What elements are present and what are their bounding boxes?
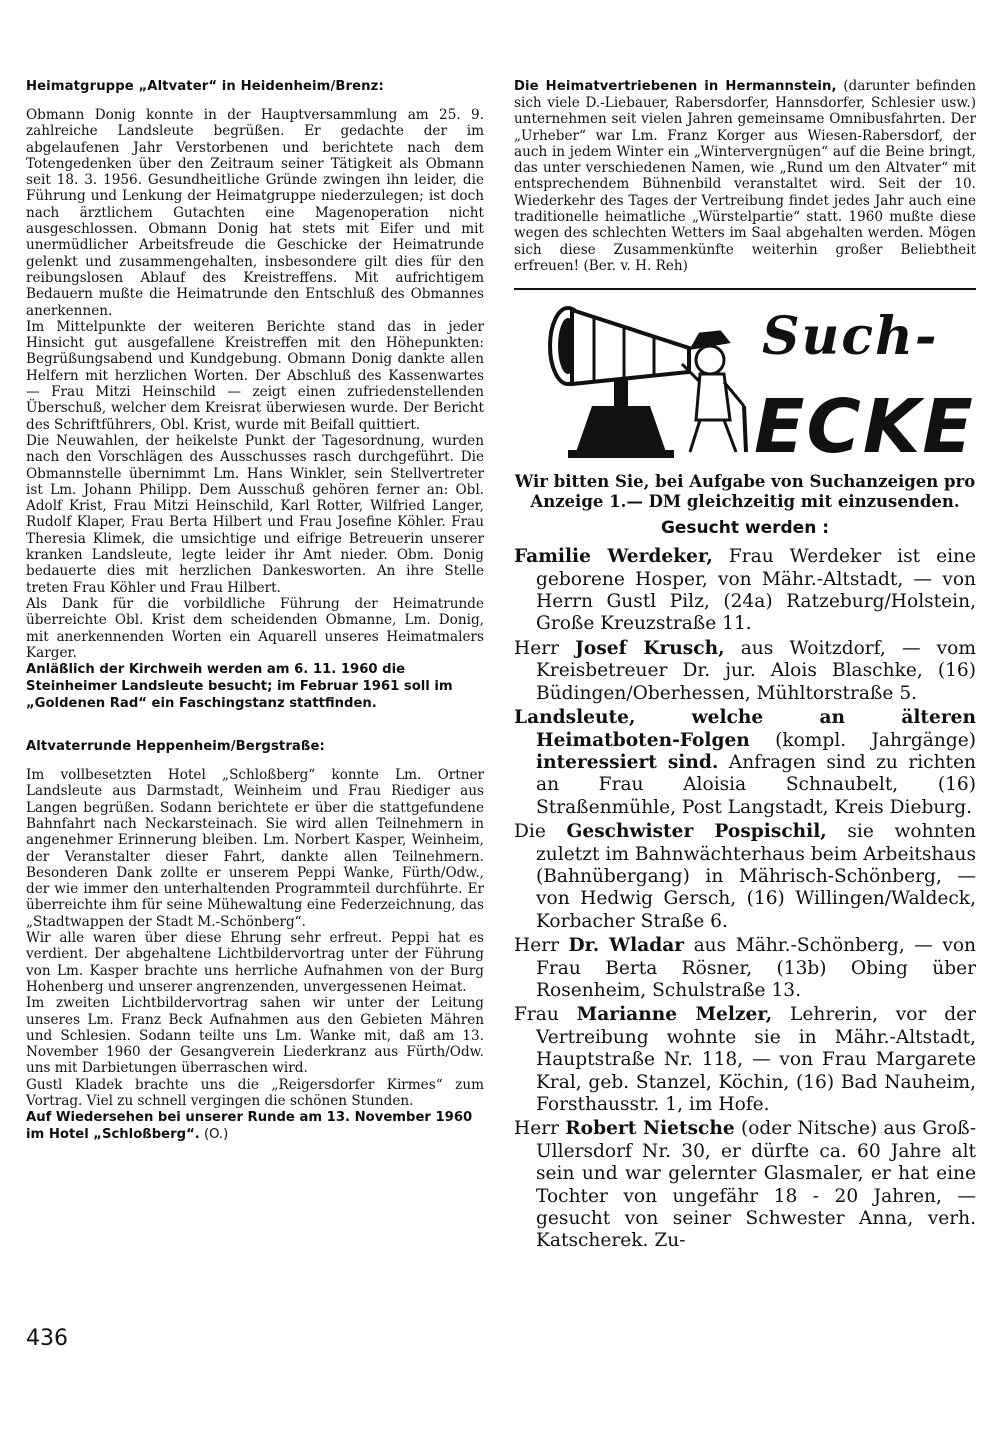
- entry-name: Landsleute, welche an älteren Heimatboten-Folgen: [514, 707, 976, 751]
- divider: [514, 288, 976, 290]
- telescope-icon: [550, 308, 689, 458]
- entry-name: interessiert sind.: [536, 751, 719, 773]
- entry-name: Josef Krusch,: [575, 637, 725, 659]
- paragraph: Im vollbesetzten Hotel „Schloßberg“ konnte Lm. Ortner Landsleute aus Darmstadt, Weinheim und Frau Riediger aus Langen begrüßen. Sodann berichtete er über die stattgefundene Bahnfahrt nach Neckarsteinach. Sie wird allen Teilnehmern in angenehmer Erinnerung bleiben. Lm. Norbert Kasper, Weinheim, der Veranstalter dieser Fahrt, dankte allen Teilnehmern. Besonderen Dank zollte er unserem Peppi Wanke, Fürth/Odw., der wie immer den unterhaltenden Programmteil durchführte. Er überreichte ihm für seine Mühewaltung eine Federzeichnung, das „Stadtwappen der Stadt M.-Schönberg“.: [26, 767, 484, 930]
- banner-word-such: Such-: [762, 306, 939, 368]
- section-heading-hermannstein: Die Heimatvertriebenen in Hermannstein,: [514, 79, 837, 94]
- paragraph: Im zweiten Lichtbildervortrag sahen wir unter der Leitung unseres Lm. Franz Beck Aufnahmen aus den Gebieten Mähren und Schlesien. Sodann teilte uns Lm. Wanke mit, daß am 13. November 1960 der Gesangverein Liederkranz aus Fürth/Odw. uns mit Darbietungen überraschen wird.: [26, 995, 484, 1077]
- entry-text: (kompl. Jahrgänge): [749, 729, 976, 751]
- section-hermannstein: [514, 78, 976, 274]
- announcement-text: Auf Wiedersehen bei unserer Runde am 13. November 1960 im Hotel „Schloßberg“.: [26, 1110, 473, 1143]
- entry-name: Robert Nietsche: [565, 1118, 735, 1140]
- left-column: [26, 78, 484, 1143]
- paragraph: Die Neuwahlen, der heikelste Punkt der Tagesordnung, wurden nach den Vorschlägen des Ausschusses rasch durchgeführt. Die Obmannstelle übernimmt Lm. Hans Winkler, sein Stellvertreter ist Lm. Johann Philipp. Dem Ausschuß gehören ferner an: Obl. Adolf Krist, Frau Mitzi Heinschild, Karl Rotter, Wilfried Langer, Rudolf Klaper, Frau Berta Hilbert und Frau Josefine Köhler. Frau Theresia Klimek, die umsichtige und eifrige Betreuerin unserer kranken Landsleute, legte leider ihr Amt nieder. Obm. Donig bedauerte dies mit herzlichen Dankesworten. An ihre Stelle treten Frau Köhler und Frau Hilbert.: [26, 432, 484, 596]
- section-text: (darunter befinden sich viele D.-Liebauer, Rabersdorfer, Hannsdorfer, Schlesier usw.) unternehmen seit vielen Jahren gemeinsame Omnibusfahrten. Der „Urheber“ war Lm. Franz Korger aus Wiesen-Rabersdorf, der auch in jedem Winter ein „Wintervergnügen“ auf die Beine bringt, das unter verschiedenen Namen, wie „Rund um den Altvater“ mit entsprechendem Bühnenbild veranstaltet wird. Seit der 10. Wiederkehr des Tages der Vertreibung findet jedes Jahr auch eine traditionelle heimatliche „Würstelpartie“ statt. 1960 mußte diese wegen des schlechten Wetters im Saal abgehalten werden. Mögen sich diese Zusammenkünfte weiterhin großer Beliebtheit erfreuen! (Ber. v. H. Reh): [514, 78, 976, 274]
- author-initial: (O.): [199, 1127, 229, 1143]
- telescope-illustration: [514, 302, 976, 462]
- entry-name: Familie Werdeker,: [514, 546, 713, 568]
- announcement: [26, 1109, 484, 1143]
- entry-text: Herr: [514, 935, 569, 957]
- wanted-heading: Gesucht werden :: [660, 518, 830, 539]
- entry-name: Geschwister Pospischil,: [566, 821, 827, 843]
- entry-name: Marianne Melzer,: [576, 1004, 773, 1026]
- entry-text: Frau: [514, 1004, 577, 1026]
- entry-text: Die: [514, 821, 567, 843]
- entry-text: Frau Werdeker ist eine geborene Hosper, von Mähr.-Altstadt, — von Herrn Gustl Pilz, (24a) Ratzeburg/Holstein, Große Kreuzstraße 11.: [536, 546, 977, 635]
- search-entry: [514, 707, 976, 819]
- search-entry: [514, 638, 976, 705]
- search-entry: [514, 546, 976, 636]
- entry-text: Anfragen sind zu richten an Frau Aloisia Schnaubelt, (16) Straßenmühle, Post Langstadt, Kreis Dieburg.: [536, 751, 976, 818]
- paragraph: Wir alle waren über diese Ehrung sehr erfreut. Peppi hat es verdient. Der abgehaltene Lichtbildervortrag unter der Führung von Lm. Kasper brachte uns herrliche Aufnahmen von der Burg Hohenberg und unserer angrenzenden, unvergessenen Heimat.: [26, 930, 484, 995]
- search-entry: [514, 821, 976, 933]
- paragraph: Im Mittelpunkte der weiteren Berichte stand das in jeder Hinsicht gut ausgefallene Kreistreffen mit den Höhepunkten: Begrüßungsabend und Kundgebung. Obmann Donig dankte allen Helfern mit herzlichen Worten. Der Abschluß des Kassenwartes — Frau Mitzi Heinschild — zeigt einen zufriedenstellenden Überschuß, welcher dem Kreisrat überwiesen wurde. Der Bericht des Schriftführers, Obl. Krist, wurde mit Beifall quittiert.: [26, 318, 484, 433]
- search-entry: [514, 1004, 976, 1116]
- paragraph: Gustl Kladek brachte uns die „Reigersdorfer Kirmes“ zum Vortrag. Viel zu schnell vergingen die schönen Stunden.: [26, 1076, 484, 1110]
- right-column: [514, 78, 976, 1255]
- search-entries-list: [514, 546, 976, 1253]
- section-heading-heppenheim: Altvaterrunde Heppenheim/Bergstraße:: [26, 739, 325, 755]
- entry-name: Dr. Wladar: [568, 935, 685, 957]
- entry-text: Lehrerin, vor der Vertreibung wohnte sie in Mähr.-Altstadt, Hauptstraße Nr. 118, — von Frau Margarete Kral, geb. Stanzel, Köchin, (16) Bad Nauheim, Forsthausstr. 1, im Hofe.: [536, 1004, 976, 1116]
- search-entry: [514, 1118, 976, 1252]
- entry-text: Herr: [514, 1118, 566, 1140]
- man-figure-icon: [682, 332, 746, 452]
- search-entry: [514, 935, 976, 1002]
- notice-text: Wir bitten Sie, bei Aufgabe von Suchanzeigen pro Anzeige 1.— DM gleichzeitig mit einzusenden.: [514, 472, 976, 512]
- entry-text: aus Mähr.-Schönberg, — von Frau Berta Rösner, (13b) Obing über Rosenheim, Schulstraße 13.: [536, 935, 977, 1001]
- page-number: 436: [26, 1326, 68, 1351]
- announcement: Anläßlich der Kirchweih werden am 6. 11. 1960 die Steinheimer Landsleute besucht; im Februar 1961 soll im „Goldenen Rad“ ein Faschingstanz stattfinden.: [26, 662, 453, 712]
- entry-text: aus Woitzdorf, — vom Kreisbetreuer Dr. jur. Alois Blaschke, (16) Büdingen/Oberhessen, Mühltorstraße 5.: [536, 637, 976, 704]
- entry-text: (oder Nitsche) aus Groß-Ullersdorf Nr. 30, er dürfte ca. 60 Jahre alt sein und war gelernter Glasmaler, er hat eine Tochter von ungefähr 18 - 20 Jahren, — gesucht von seiner Schwester Anna, verh. Katscherek. Zu-: [536, 1118, 976, 1252]
- section-heading-heidenheim: Heimatgruppe „Altvater“ in Heidenheim/Brenz:: [26, 79, 384, 94]
- entry-text: sie wohnten zuletzt im Bahnwächterhaus beim Arbeitshaus (Bahnübergang) in Mährisch-Schönberg, — von Hedwig Gersch, (16) Willingen/Waldeck, Korbacher Straße 6.: [536, 821, 976, 932]
- paragraph: Obmann Donig konnte in der Hauptversammlung am 25. 9. zahlreiche Landsleute begrüßen. Er gedachte der im abgelaufenen Jahr Verstorbenen und berichtete nach dem Totengedenken über den Zeitraum seiner Tätigkeit als Obmann seit 18. 3. 1956. Gesundheitliche Gründe zwingen ihn leider, die Führung und Lenkung der Heimatgruppe niederzulegen; ist doch nach ärztlichem Gutachten eine Magenoperation nicht ausgeschlossen. Obmann Donig hat stets mit Eifer und mit unermüdlicher Arbeitsfreude die Geschicke der Heimatrunde gelenkt und zusammengehalten, insbesondere gilt dies für den reibungslosen Ablauf des Kreistreffens. Mit aufrichtigem Bedauern mußte die Heimatrunde den Entschluß des Obmannes anerkennen.: [26, 107, 484, 319]
- such-ecke-banner: [514, 302, 976, 462]
- banner-word-ecke: ECKE: [754, 384, 975, 463]
- paragraph: Als Dank für die vorbildliche Führung der Heimatrunde überreichte Obl. Krist dem scheidenden Obmanne, Lm. Donig, mit anerkennenden Worten ein Aquarell unseres Heimatmalers Karger.: [26, 595, 484, 661]
- entry-text: Herr: [514, 637, 576, 659]
